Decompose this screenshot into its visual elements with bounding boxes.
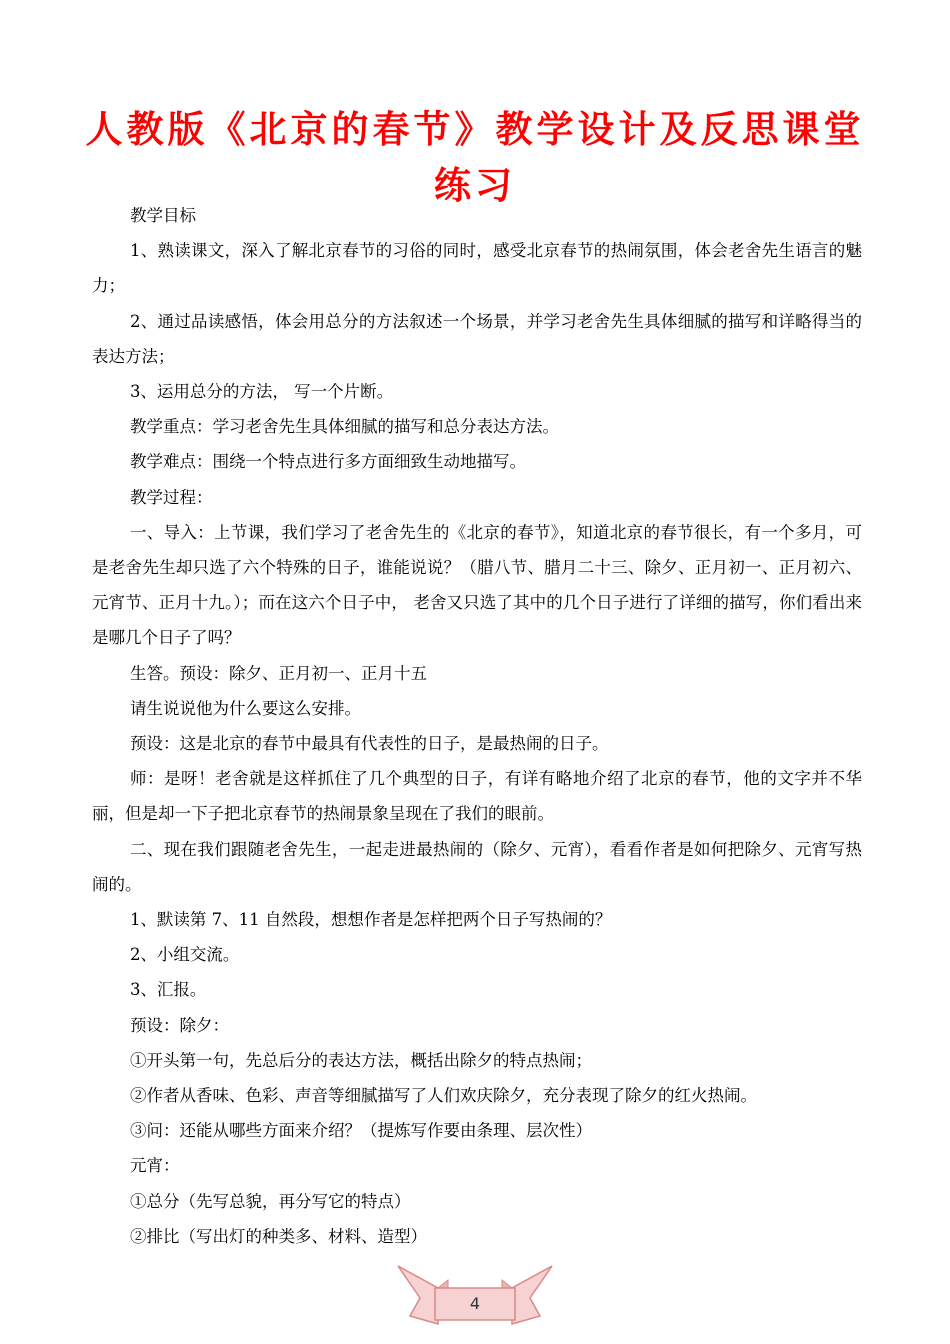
paragraph: 1、熟读课文，深入了解北京春节的习俗的同时，感受北京春节的热闹氛围，体会老舍先生语言的魅力； xyxy=(92,241,862,296)
paragraph: 请生说说他为什么要这么安排。 xyxy=(129,698,361,718)
paragraph: 2、小组交流。 xyxy=(129,945,240,965)
paragraph: ①开头第一句，先总后分的表达方法，概括出除夕的特点热闹； xyxy=(129,1050,592,1070)
paragraph: ③问：还能从哪些方面来介绍？（提炼写作要由条理、层次性） xyxy=(129,1121,592,1141)
document-title: 人教版《北京的春节》教学设计及反思课堂练习 xyxy=(85,108,865,207)
paragraph: 一、导入：上节课，我们学习了老舍先生的《北京的春节》，知道北京的春节很长，有一个多月，可是老舍先生却只选了六个特殊的日子，谁能说说？（腊八节、腊月二十三、除夕、正月初一、正月初六、元宵节、正月十九。）；而在这六个日子中， 老舍又只选了其中的几个日子进行了详细的描写，你们看出来是哪几个日子了吗？ xyxy=(92,522,862,648)
paragraph: 生答。预设：除夕、正月初一、正月十五 xyxy=(129,663,427,683)
paragraph: 二、现在我们跟随老舍先生，一起走进最热闹的（除夕、元宵），看看作者是如何把除夕、元宵写热闹的。 xyxy=(92,839,862,894)
paragraph: 1、默读第 7、11 自然段，想想作者是怎样把两个日子写热闹的？ xyxy=(129,910,612,930)
document-body xyxy=(92,198,862,1254)
paragraph: 教学目标 xyxy=(129,206,196,225)
paragraph: 2、通过品读感悟，体会用总分的方法叙述一个场景，并学习老舍先生具体细腻的描写和详略得当的表达方法； xyxy=(92,311,862,366)
paragraph: 预设：这是北京的春节中最具有代表性的日子，是最热闹的日子。 xyxy=(129,734,609,754)
paragraph: ②作者从香味、色彩、声音等细腻描写了人们欢庆除夕，充分表现了除夕的红火热闹。 xyxy=(129,1086,757,1106)
page-number: 4 xyxy=(469,1294,481,1313)
paragraph: 3、汇报。 xyxy=(129,980,207,1000)
paragraph: 教学重点：学习老舍先生具体细腻的描写和总分表达方法。 xyxy=(129,417,559,437)
paragraph: 教学过程： xyxy=(129,487,213,507)
paragraph: ②排比（写出灯的种类多、材料、造型） xyxy=(129,1226,427,1246)
paragraph: 元宵： xyxy=(129,1156,180,1176)
paragraph: 3、运用总分的方法， 写一个片断。 xyxy=(129,382,394,402)
paragraph: 预设：除夕： xyxy=(129,1015,229,1035)
paragraph: 师：是呀！老舍就是这样抓住了几个典型的日子，有详有略地介绍了北京的春节，他的文字并不华丽，但是却一下子把北京春节的热闹景象呈现在了我们的眼前。 xyxy=(92,769,862,824)
paragraph: ①总分（先写总貌，再分写它的特点） xyxy=(129,1191,411,1211)
paragraph: 教学难点：围绕一个特点进行多方面细致生动地描写。 xyxy=(129,452,526,472)
